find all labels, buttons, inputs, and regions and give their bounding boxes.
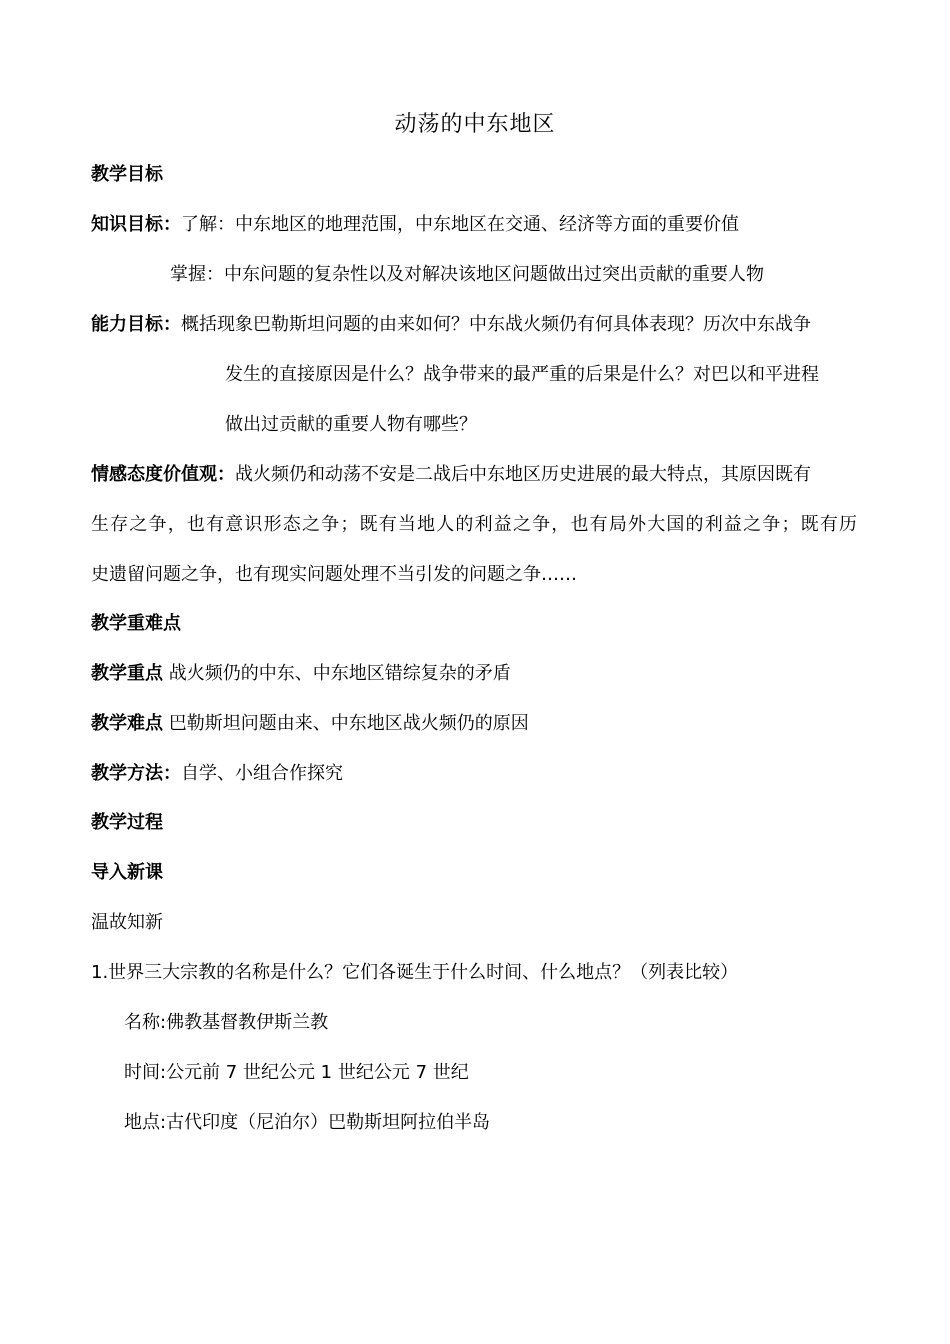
teaching-difficulty (91, 711, 529, 737)
ability-goal-line: 做出过贡献的重要人物有哪些？ (225, 414, 477, 435)
review-question: 1.世界三大宗教的名称是什么？它们各诞生于什么时间、什么地点？（列表比较） (91, 962, 739, 983)
teaching-goals-heading: 教学目标 (91, 164, 163, 185)
knowledge-goal-label: 知识目标： (91, 214, 181, 235)
knowledge-goal (91, 212, 739, 238)
emotion-goal-line: 生存之争，也有意识形态之争；既有当地人的利益之争，也有局外大国的利益之争；既有历 (91, 514, 857, 535)
teaching-method-label: 教学方法： (91, 763, 181, 784)
review-label: 温故知新 (91, 912, 163, 933)
ability-goal-line: 概括现象巴勒斯坦问题的由来如何？中东战火频仍有何具体表现？历次中东战争 (181, 314, 811, 335)
intro-heading: 导入新课 (91, 862, 163, 883)
teaching-process-heading: 教学过程 (91, 812, 163, 833)
teaching-focus-label: 教学重点 (91, 663, 163, 684)
teaching-method (91, 761, 343, 787)
ability-goal (91, 312, 811, 338)
emotion-goal-line: 史遗留问题之争，也有现实问题处理不当引发的问题之争…… (91, 564, 577, 585)
teaching-difficulty-text: 巴勒斯坦问题由来、中东地区战火频仍的原因 (168, 713, 529, 734)
teaching-focus (91, 661, 511, 687)
teaching-method-text: 自学、小组合作探究 (181, 763, 343, 784)
ability-goal-line: 发生的直接原因是什么？战争带来的最严重的后果是什么？对巴以和平进程 (225, 364, 819, 385)
document-title: 动荡的中东地区 (394, 112, 556, 137)
comparison-row-times: 时间:公元前 7 世纪公元 1 世纪公元 7 世纪 (124, 1062, 469, 1083)
emotion-goal-line: 战火频仍和动荡不安是二战后中东地区历史进展的最大特点，其原因既有 (235, 464, 811, 485)
ability-goal-label: 能力目标： (91, 314, 181, 335)
teaching-focus-text: 战火频仍的中东、中东地区错综复杂的矛盾 (168, 663, 511, 684)
knowledge-goal-understand: 了解：中东地区的地理范围，中东地区在交通、经济等方面的重要价值 (181, 214, 739, 235)
teaching-difficulty-label: 教学难点 (91, 713, 163, 734)
knowledge-goal-master: 掌握：中东问题的复杂性以及对解决该地区问题做出过突出贡献的重要人物 (170, 264, 764, 285)
emotion-goal-label: 情感态度价值观： (91, 464, 235, 485)
comparison-row-places: 地点:古代印度（尼泊尔）巴勒斯坦阿拉伯半岛 (124, 1112, 491, 1133)
key-points-heading: 教学重难点 (91, 613, 181, 634)
comparison-row-names: 名称:佛教基督教伊斯兰教 (124, 1012, 329, 1033)
emotion-goal (91, 462, 811, 488)
